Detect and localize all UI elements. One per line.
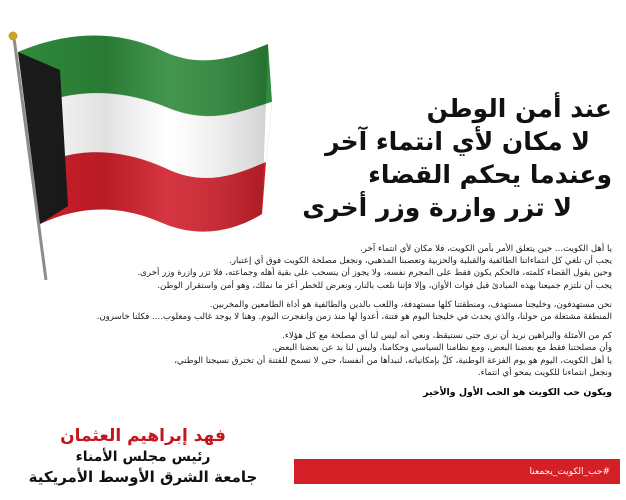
paragraph-line: يا أهل الكويت... حين يتعلق الأمر بأمن الكويت، فلا مكان لأي انتماء آخر.	[360, 244, 612, 254]
headline	[252, 92, 612, 224]
closing-text: ويكون حب الكويت هو الحب الأول والأخير	[423, 387, 612, 399]
paragraph-line: ونجعل انتماءنا للكويت يمحو أي انتماء.	[477, 367, 612, 378]
body-text	[12, 243, 612, 406]
paragraph-2	[12, 299, 612, 323]
flag-shading	[18, 36, 268, 232]
headline-line-4: لا تزر وازرة وزر أخرى	[302, 193, 572, 222]
hashtag-bar	[294, 459, 620, 484]
paragraph-line: يجب أن نلغي كل انتماءاتنا الطائفية والقبلية والحزبية وتعصبنا المذهبي، ونجعل مصلحة الكويت فوق أي إعتبار.	[229, 256, 612, 267]
flag-pole-finial	[9, 32, 18, 41]
paragraph-3	[12, 330, 612, 379]
closing-line	[12, 386, 612, 399]
signature-block	[8, 425, 278, 488]
paragraph-line: يجب أن نلتزم جميعنا بهذه المبادئ قبل فوات الأوان، وإلا فإننا نلعب بالنار، ونعرض للخطر أعز ما نملك، وهو أمن واستقرار الوطن.	[157, 280, 612, 291]
paragraph-line: المنطقة مشتعلة من حولنا، والذي يحدث في خليجنا اليوم هو فتنة، أعدوا لها منذ زمن وانفجرت اليوم. وهنا لا يوجد غالب ومغلوب.... فكلنا خاسرون.	[96, 312, 612, 323]
paragraph-line: يا أهل الكويت، اليوم هو يوم الفزعة الوطنية، كلٌ بإمكانياته، لنبدأها من أنفسنا، حتى لا نسمح للفتنة أن تخترق نسيجنا الوطني،	[174, 355, 612, 366]
paragraph-line: نحن مستهدفون، وخليجنا مستهدف، ومنطقتنا كلها مستهدفة، واللعب بالدين والطائفية هو أداة الطامعين والمخربين.	[209, 299, 612, 310]
paragraph-line: وحين يقول القضاء كلمته، فالحكم يكون فقط على المجرم نفسه، ولا يجوز أن ينسحب على بقية أهله وجماعته، فلا تزر وازرة وزر أخرى.	[137, 268, 612, 279]
headline-line-1: عند أمن الوطن	[426, 94, 612, 123]
paragraph-line: كم من الأمثلة والبراهين نريد أن نرى حتى نستيقظ، ونعي أنه ليس لنا أي مصلحة مع كل هؤلاء.	[282, 331, 612, 342]
paragraph-1	[12, 243, 612, 292]
hashtag-text: #حب_الكويت_يجمعنا	[529, 466, 610, 477]
headline-line-3: وعندما يحكم القضاء	[368, 160, 612, 189]
signatory-title: رئيس مجلس الأمناء	[75, 449, 211, 465]
paragraph-line: وأن مصلحتنا فقط مع بعضنا البعض، ومع نظامنا السياسي وحكامنا، وليس لنا بد عن بعضنا البعض.	[272, 343, 612, 354]
signatory-name: فهد إبراهيم العثمان	[60, 426, 226, 446]
headline-line-2: لا مكان لأي انتماء آخر	[325, 127, 590, 156]
signatory-organization: جامعة الشرق الأوسط الأمريكية	[28, 468, 258, 486]
